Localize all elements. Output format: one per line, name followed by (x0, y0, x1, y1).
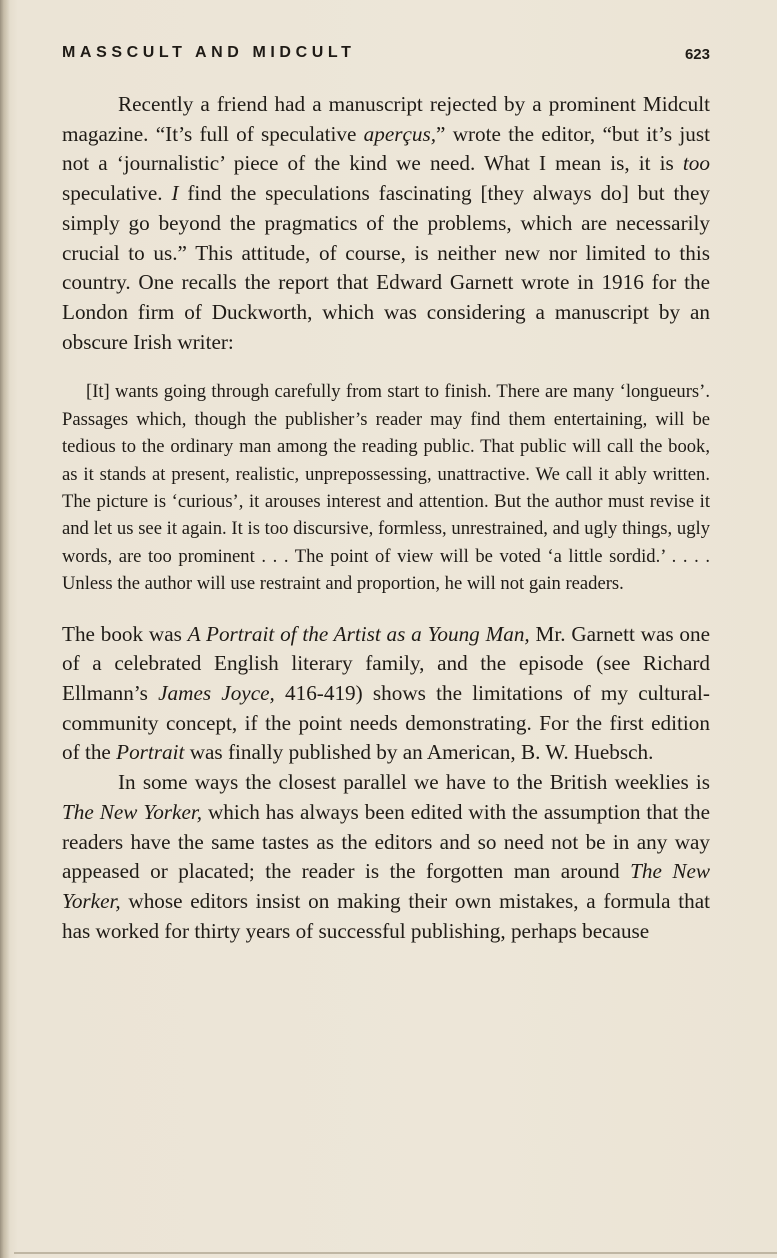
text-run: which has always been edited with the assumption that the readers have the same tastes as the editors and so need not be in any way appeased or placated; the reader is the forgotten man around (62, 799, 710, 884)
text-run: The book was (62, 621, 188, 646)
text-run: find the speculations fascinating [they always do] but they simply go beyond the pragmatics of the problems, which are necessarily crucial to us.” This attitude, of course, is neither new nor limited to this country. One recalls the report that Edward Garnett wrote in 1916 for the London firm of Duckworth, which was considering a manuscript by an obscure Irish writer: (62, 181, 710, 354)
italic-run: A Portrait of the Artist as a Young Man, (187, 621, 530, 646)
text-run: 416-419) shows the limitations of my cultural-community concept, if the point needs demonstrating. For the first edition of the (62, 680, 710, 765)
running-head (62, 44, 710, 74)
italic-run: The New Yorker, (62, 799, 203, 824)
italic-run: too (682, 151, 710, 176)
running-title: MASSCULT AND MIDCULT (62, 44, 356, 61)
text-run: Recently a friend had a manuscript rejected by a prominent Midcult magazine. “It’s full of speculative (62, 92, 710, 146)
paragraph-3 (62, 768, 710, 946)
italic-run: I (171, 181, 179, 206)
text-run: was finally published by an American, B. W. Huebsch. (184, 740, 654, 765)
paragraph-2 (62, 620, 710, 769)
page-edge (14, 1252, 777, 1254)
block-quotation (62, 378, 710, 597)
italic-run: James Joyce, (158, 680, 275, 705)
quotation-text: [It] wants going through carefully from start to finish. There are many ‘longueurs’. Passages which, though the publisher’s reader may find them entertaining, will be tedious to the ordinary man among the reading public. That public will call the book, as it stands at present, realistic, unprepossessing, unattractive. We call it ably written. The picture is ‘curious’, it arouses interest and attention. But the author must revise it and let us see it again. It is too discursive, formless, unrestrained, and ugly things, ugly words, are too prominent . . . The point of view will be voted ‘a little sordid.’ . . . . Unless the author will use restraint and proportion, he will not gain readers. (62, 381, 710, 595)
text-run: whose editors insist on making their own mistakes, a formula that has worked for thirty years of successful publishing, perhaps because (62, 888, 710, 943)
text-run: ” wrote the editor, “but it’s just not a ‘journalistic’ piece of the kind we need. What I mean is, it is (62, 121, 710, 176)
page-number: 623 (684, 46, 710, 63)
gutter-shadow (0, 0, 10, 1258)
text-run: Mr. Garnett was one of a celebrated English literary family, and the episode (see Richard Ellmann’s (62, 621, 710, 705)
text-run: speculative. (62, 181, 172, 206)
italic-run: Portrait (116, 740, 185, 765)
text-run: In some ways the closest parallel we have to the British weeklies is (118, 770, 710, 795)
continuation (62, 620, 710, 947)
italic-run: aperçus, (363, 121, 437, 146)
paragraph-1 (62, 90, 710, 357)
italic-run: The New Yorker, (62, 859, 711, 913)
body-text (62, 90, 710, 946)
